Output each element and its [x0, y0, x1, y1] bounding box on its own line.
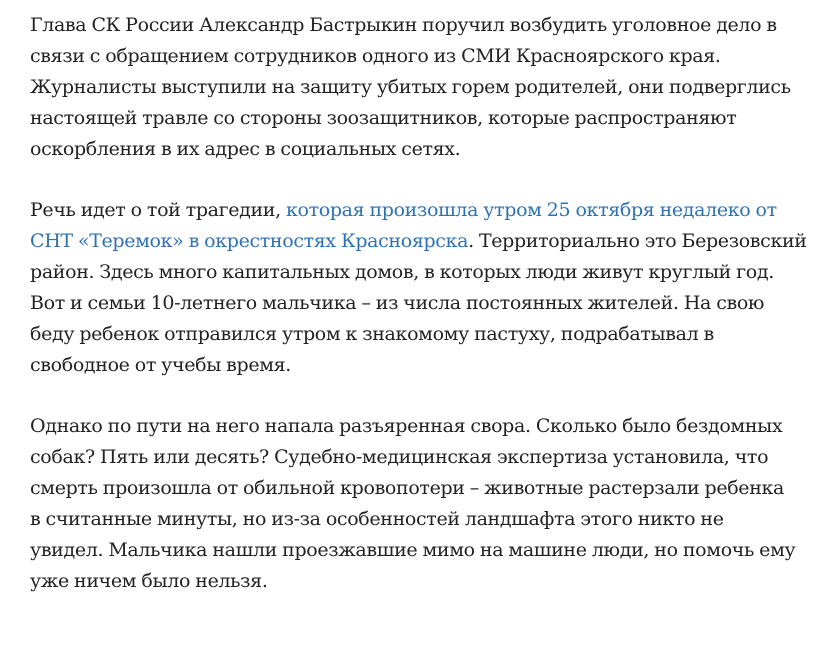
- text-line: связи с обращением сотрудников одного из СМИ Красноярского края.: [30, 45, 721, 67]
- paragraph-3: [30, 411, 820, 597]
- text-line: увидел. Мальчика нашли проезжавшие мимо на машине люди, но помочь ему: [30, 539, 796, 561]
- text-line: Однако по пути на него напала разъяренная свора. Сколько было бездомных: [30, 415, 783, 437]
- article-body: [30, 10, 820, 627]
- text-line: собак? Пять или десять? Судебно-медицинская экспертиза установила, что: [30, 446, 769, 468]
- text-line: район. Здесь много капитальных домов, в которых люди живут круглый год.: [30, 261, 774, 283]
- paragraph-2: [30, 195, 820, 381]
- text-line: уже ничем было нельзя.: [30, 570, 268, 592]
- paragraph-1: [30, 10, 820, 165]
- text-line: Вот и семьи 10-летнего мальчика – из числа постоянных жителей. На свою: [30, 292, 765, 314]
- text-segment: . Территориально это Березовский: [468, 230, 807, 252]
- text-line: настоящей травле со стороны зоозащитников, которые распространяют: [30, 107, 737, 129]
- text-line: беду ребенок отправился утром к знакомому пастуху, подрабатывал в: [30, 323, 714, 345]
- article-link-part-2[interactable]: СНТ «Теремок» в окрестностях Красноярска: [30, 230, 469, 252]
- text-line: оскорбления в их адрес в социальных сетях.: [30, 138, 461, 160]
- text-line: [30, 226, 820, 257]
- article-link-part-1[interactable]: которая произошла утром 25 октября недалеко от: [285, 199, 777, 221]
- text-line: свободное от учебы время.: [30, 354, 291, 376]
- text-segment: Речь идет о той трагедии,: [30, 199, 286, 221]
- text-line: Журналисты выступили на защиту убитых горем родителей, они подверглись: [30, 76, 791, 98]
- text-line: [30, 195, 820, 226]
- text-line: смерть произошла от обильной кровопотери – животные растерзали ребенка: [30, 477, 785, 499]
- text-line: в считанные минуты, но из-за особенностей ландшафта этого никто не: [30, 508, 724, 530]
- text-line: Глава СК России Александр Бастрыкин поручил возбудить уголовное дело в: [30, 14, 777, 36]
